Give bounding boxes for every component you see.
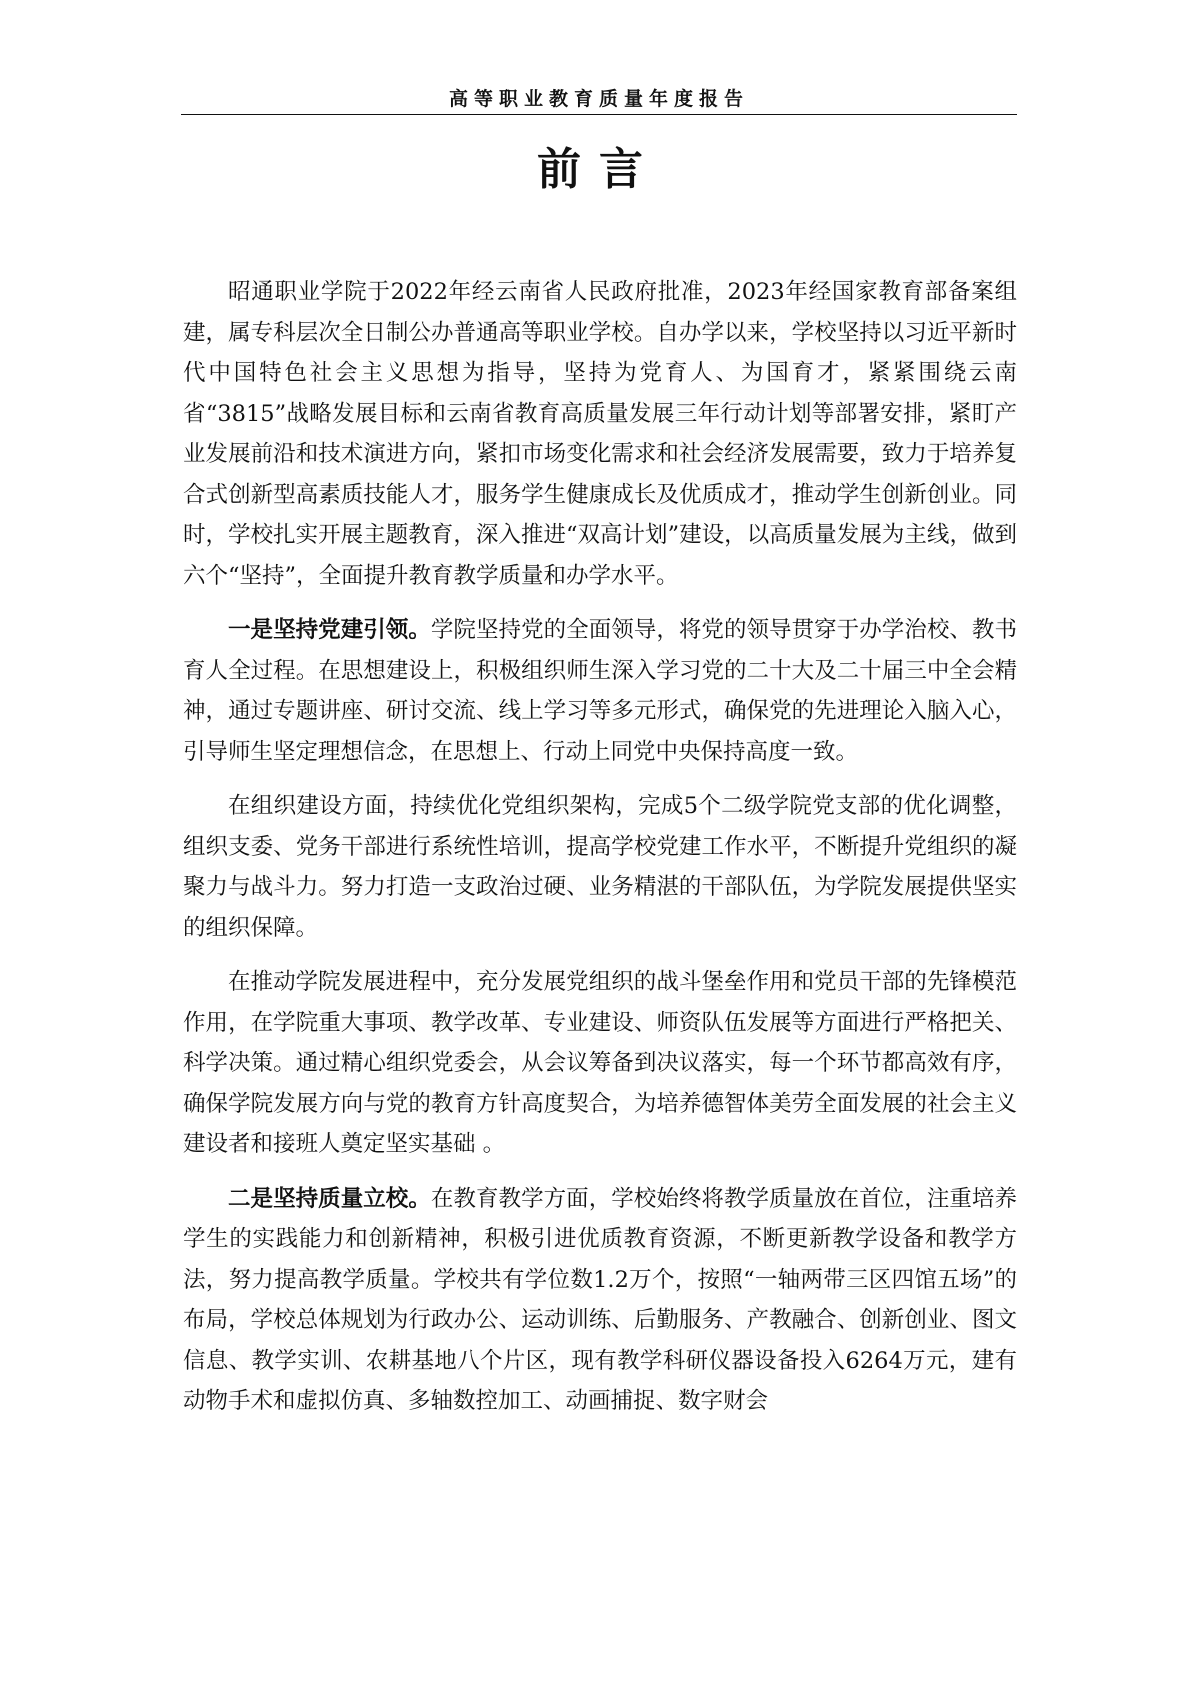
paragraph-text: 在推动学院发展进程中，充分发展党组织的战斗堡垒作用和党员干部的先锋模范作用，在学院重大事项、教学改革、专业建设、师资队伍发展等方面进行严格把关、科学决策。通过精心组织党委会，从会议筹备到决议落实，每一个环节都高效有序，确保学院发展方向与党的教育方针高度契合，为培养德智体美劳全面发展的社会主义建设者和接班人奠定坚实基础 。 — [183, 969, 1017, 1157]
header-divider — [181, 114, 1017, 115]
paragraph-text: 学院坚持党的全面领导，将党的领导贯穿于办学治校、教书育人全过程。在思想建设上，积极组织师生深入学习党的二十大及二十届三中全会精神，通过专题讲座、研讨交流、线上学习等多元形式，确保党的先进理论入脑入心，引导师生坚定理想信念，在思想上、行动上同党中央保持高度一致。 — [183, 617, 1017, 765]
paragraph-text: 在组织建设方面，持续优化党组织架构，完成5个二级学院党支部的优化调整，组织支委、党务干部进行系统性培训，提高学校党建工作水平，不断提升党组织的凝聚力与战斗力。努力打造一支政治过硬、业务精湛的干部队伍，为学院发展提供坚实的组织保障。 — [183, 793, 1017, 941]
paragraph-organization — [183, 786, 1017, 948]
body-text — [183, 272, 1017, 1436]
paragraph-development — [183, 962, 1017, 1165]
paragraph-party-building — [183, 610, 1017, 772]
paragraph-intro — [183, 272, 1017, 596]
running-header: 高等职业教育质量年度报告 — [448, 88, 749, 110]
paragraph-quality — [183, 1179, 1017, 1422]
page-title: 前言 — [537, 144, 661, 195]
paragraph-text: 在教育教学方面，学校始终将教学质量放在首位，注重培养学生的实践能力和创新精神，积极引进优质教育资源，不断更新教学设备和教学方法，努力提高教学质量。学校共有学位数1.2万个，按照“一轴两带三区四馆五场”的布局，学校总体规划为行政办公、运动训练、后勤服务、产教融合、创新创业、图文信息、教学实训、农耕基地八个片区，现有教学科研仪器设备投入6264万元，建有动物手术和虚拟仿真、多轴数控加工、动画捕捉、数字财会 — [183, 1185, 1017, 1414]
paragraph-lead: 一是坚持党建引领。 — [228, 617, 431, 643]
paragraph-lead: 二是坚持质量立校。 — [228, 1185, 431, 1212]
paragraph-text: 昭通职业学院于2022年经云南省人民政府批准，2023年经国家教育部备案组建，属专科层次全日制公办普通高等职业学校。自办学以来，学校坚持以习近平新时代中国特色社会主义思想为指导，坚持为党育人、为国育才，紧紧围绕云南省“3815”战略发展目标和云南省教育高质量发展三年行动计划等部署安排，紧盯产业发展前沿和技术演进方向，紧扣市场变化需求和社会经济发展需要，致力于培养复合式创新型高素质技能人才，服务学生健康成长及优质成才，推动学生创新创业。同时，学校扎实开展主题教育，深入推进“双高计划”建设，以高质量发展为主线，做到六个“坚持”，全面提升教育教学质量和办学水平。 — [183, 279, 1017, 589]
